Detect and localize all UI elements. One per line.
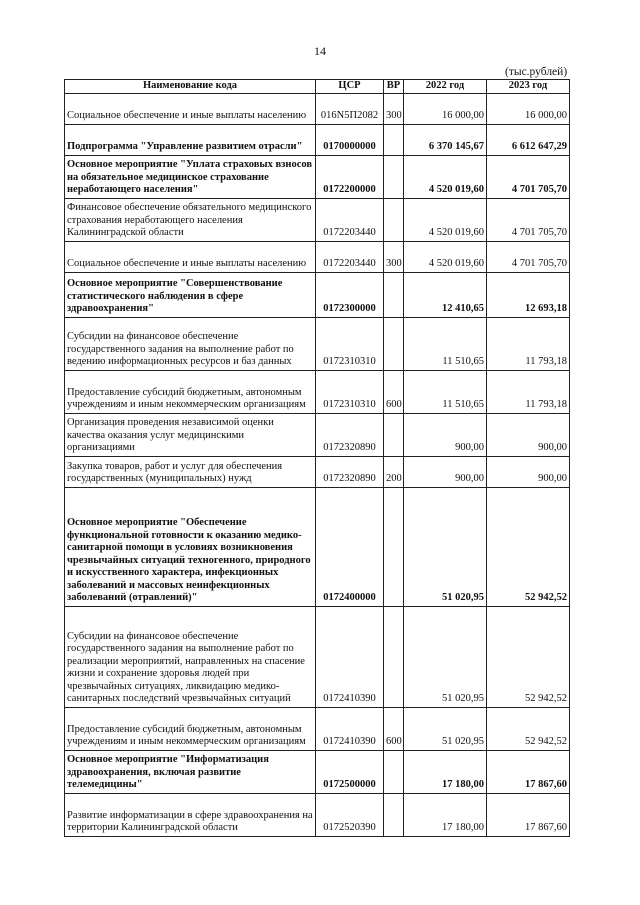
row-vr: 600	[384, 370, 404, 413]
budget-table	[64, 79, 570, 837]
row-2022: 16 000,00	[404, 93, 487, 124]
row-2023: 12 693,18	[487, 272, 570, 317]
row-2023: 17 867,60	[487, 793, 570, 836]
header-2022: 2022 год	[404, 80, 487, 94]
header-csr: ЦСР	[316, 80, 384, 94]
row-2023: 52 942,52	[487, 606, 570, 707]
row-name: Закупка товаров, работ и услуг для обеспечения государственных (муниципальных) нужд	[65, 456, 316, 487]
row-2023: 4 701 705,70	[487, 155, 570, 198]
row-csr: 0170000000	[316, 124, 384, 155]
row-csr: 0172500000	[316, 750, 384, 793]
table-row	[65, 317, 570, 370]
row-2023: 900,00	[487, 413, 570, 456]
row-2022: 6 370 145,67	[404, 124, 487, 155]
row-vr	[384, 793, 404, 836]
row-vr	[384, 606, 404, 707]
row-name: Субсидии на финансовое обеспечение государственного задания на выполнение работ по реализации мероприятий, направленных на спасение жизни и сохранение здоровья людей при чрезвычайных ситуациях, ликвидацию медико-санитарных последствий чрезвычайных ситуаций	[65, 606, 316, 707]
table-row	[65, 272, 570, 317]
table-row	[65, 370, 570, 413]
row-name: Финансовое обеспечение обязательного медицинского страхования неработающего населения Калининградской области	[65, 198, 316, 241]
row-2023: 11 793,18	[487, 370, 570, 413]
row-2022: 4 520 019,60	[404, 198, 487, 241]
row-2022: 51 020,95	[404, 487, 487, 606]
row-vr: 200	[384, 456, 404, 487]
table-row	[65, 456, 570, 487]
row-name: Социальное обеспечение и иные выплаты населению	[65, 93, 316, 124]
row-2022: 17 180,00	[404, 750, 487, 793]
units-label: (тыс.рублей)	[505, 66, 568, 78]
row-2023: 11 793,18	[487, 317, 570, 370]
row-2023: 16 000,00	[487, 93, 570, 124]
row-csr: 0172203440	[316, 198, 384, 241]
table-row	[65, 93, 570, 124]
row-2023: 4 701 705,70	[487, 198, 570, 241]
row-name: Основное мероприятие "Совершенствование статистического наблюдения в сфере здравоохранения"	[65, 272, 316, 317]
table-row	[65, 413, 570, 456]
table-row	[65, 241, 570, 272]
row-2023: 4 701 705,70	[487, 241, 570, 272]
row-csr: 0172520390	[316, 793, 384, 836]
row-csr: 0172310310	[316, 317, 384, 370]
table-row	[65, 155, 570, 198]
row-csr: 0172200000	[316, 155, 384, 198]
row-csr: 0172400000	[316, 487, 384, 606]
row-vr: 300	[384, 93, 404, 124]
row-2023: 6 612 647,29	[487, 124, 570, 155]
table-row	[65, 793, 570, 836]
header-2023: 2023 год	[487, 80, 570, 94]
header-vr: ВР	[384, 80, 404, 94]
table-row	[65, 750, 570, 793]
row-csr: 0172320890	[316, 413, 384, 456]
row-vr: 300	[384, 241, 404, 272]
row-vr	[384, 198, 404, 241]
row-2022: 11 510,65	[404, 317, 487, 370]
row-name: Основное мероприятие "Уплата страховых взносов на обязательное медицинское страхование неработающего населения"	[65, 155, 316, 198]
row-csr: 0172410390	[316, 606, 384, 707]
row-2022: 17 180,00	[404, 793, 487, 836]
row-name: Основное мероприятие "Информатизация здравоохранения, включая развитие телемедицины"	[65, 750, 316, 793]
row-name: Предоставление субсидий бюджетным, автономным учреждениям и иным некоммерческим организациям	[65, 370, 316, 413]
row-vr	[384, 413, 404, 456]
row-vr: 600	[384, 707, 404, 750]
row-2022: 51 020,95	[404, 707, 487, 750]
row-name: Субсидии на финансовое обеспечение государственного задания на выполнение работ по ведению информационных ресурсов и баз данных	[65, 317, 316, 370]
row-vr	[384, 272, 404, 317]
row-vr	[384, 155, 404, 198]
row-vr	[384, 487, 404, 606]
row-2022: 900,00	[404, 456, 487, 487]
row-vr	[384, 317, 404, 370]
row-vr	[384, 124, 404, 155]
row-2023: 900,00	[487, 456, 570, 487]
row-csr: 0172310310	[316, 370, 384, 413]
row-2022: 4 520 019,60	[404, 241, 487, 272]
row-2023: 17 867,60	[487, 750, 570, 793]
row-2023: 52 942,52	[487, 487, 570, 606]
row-2022: 4 520 019,60	[404, 155, 487, 198]
table-row	[65, 707, 570, 750]
row-name: Основное мероприятие "Обеспечение функциональной готовности к оказанию медико-санитарной помощи в условиях возникновения чрезвычайных ситуаций техногенного, природного и искусственного характера, инфекционных заболеваний и массовых неинфекционных заболеваний (отравлений)"	[65, 487, 316, 606]
page-number: 14	[314, 44, 326, 58]
row-vr	[384, 750, 404, 793]
table-row	[65, 487, 570, 606]
row-2022: 900,00	[404, 413, 487, 456]
row-name: Организация проведения независимой оценки качества оказания услуг медицинскими организациями	[65, 413, 316, 456]
table-row	[65, 606, 570, 707]
table-row	[65, 124, 570, 155]
header-name: Наименование кода	[65, 80, 316, 94]
row-name: Предоставление субсидий бюджетным, автономным учреждениям и иным некоммерческим организациям	[65, 707, 316, 750]
row-csr: 0172320890	[316, 456, 384, 487]
row-name: Подпрограмма "Управление развитием отрасли"	[65, 124, 316, 155]
row-csr: 016N5П2082	[316, 93, 384, 124]
row-2022: 51 020,95	[404, 606, 487, 707]
row-csr: 0172300000	[316, 272, 384, 317]
row-2023: 52 942,52	[487, 707, 570, 750]
row-name: Социальное обеспечение и иные выплаты населению	[65, 241, 316, 272]
row-csr: 0172203440	[316, 241, 384, 272]
row-2022: 12 410,65	[404, 272, 487, 317]
row-name: Развитие информатизации в сфере здравоохранения на территории Калининградской области	[65, 793, 316, 836]
row-2022: 11 510,65	[404, 370, 487, 413]
table-header-row	[65, 80, 570, 94]
row-csr: 0172410390	[316, 707, 384, 750]
table-row	[65, 198, 570, 241]
